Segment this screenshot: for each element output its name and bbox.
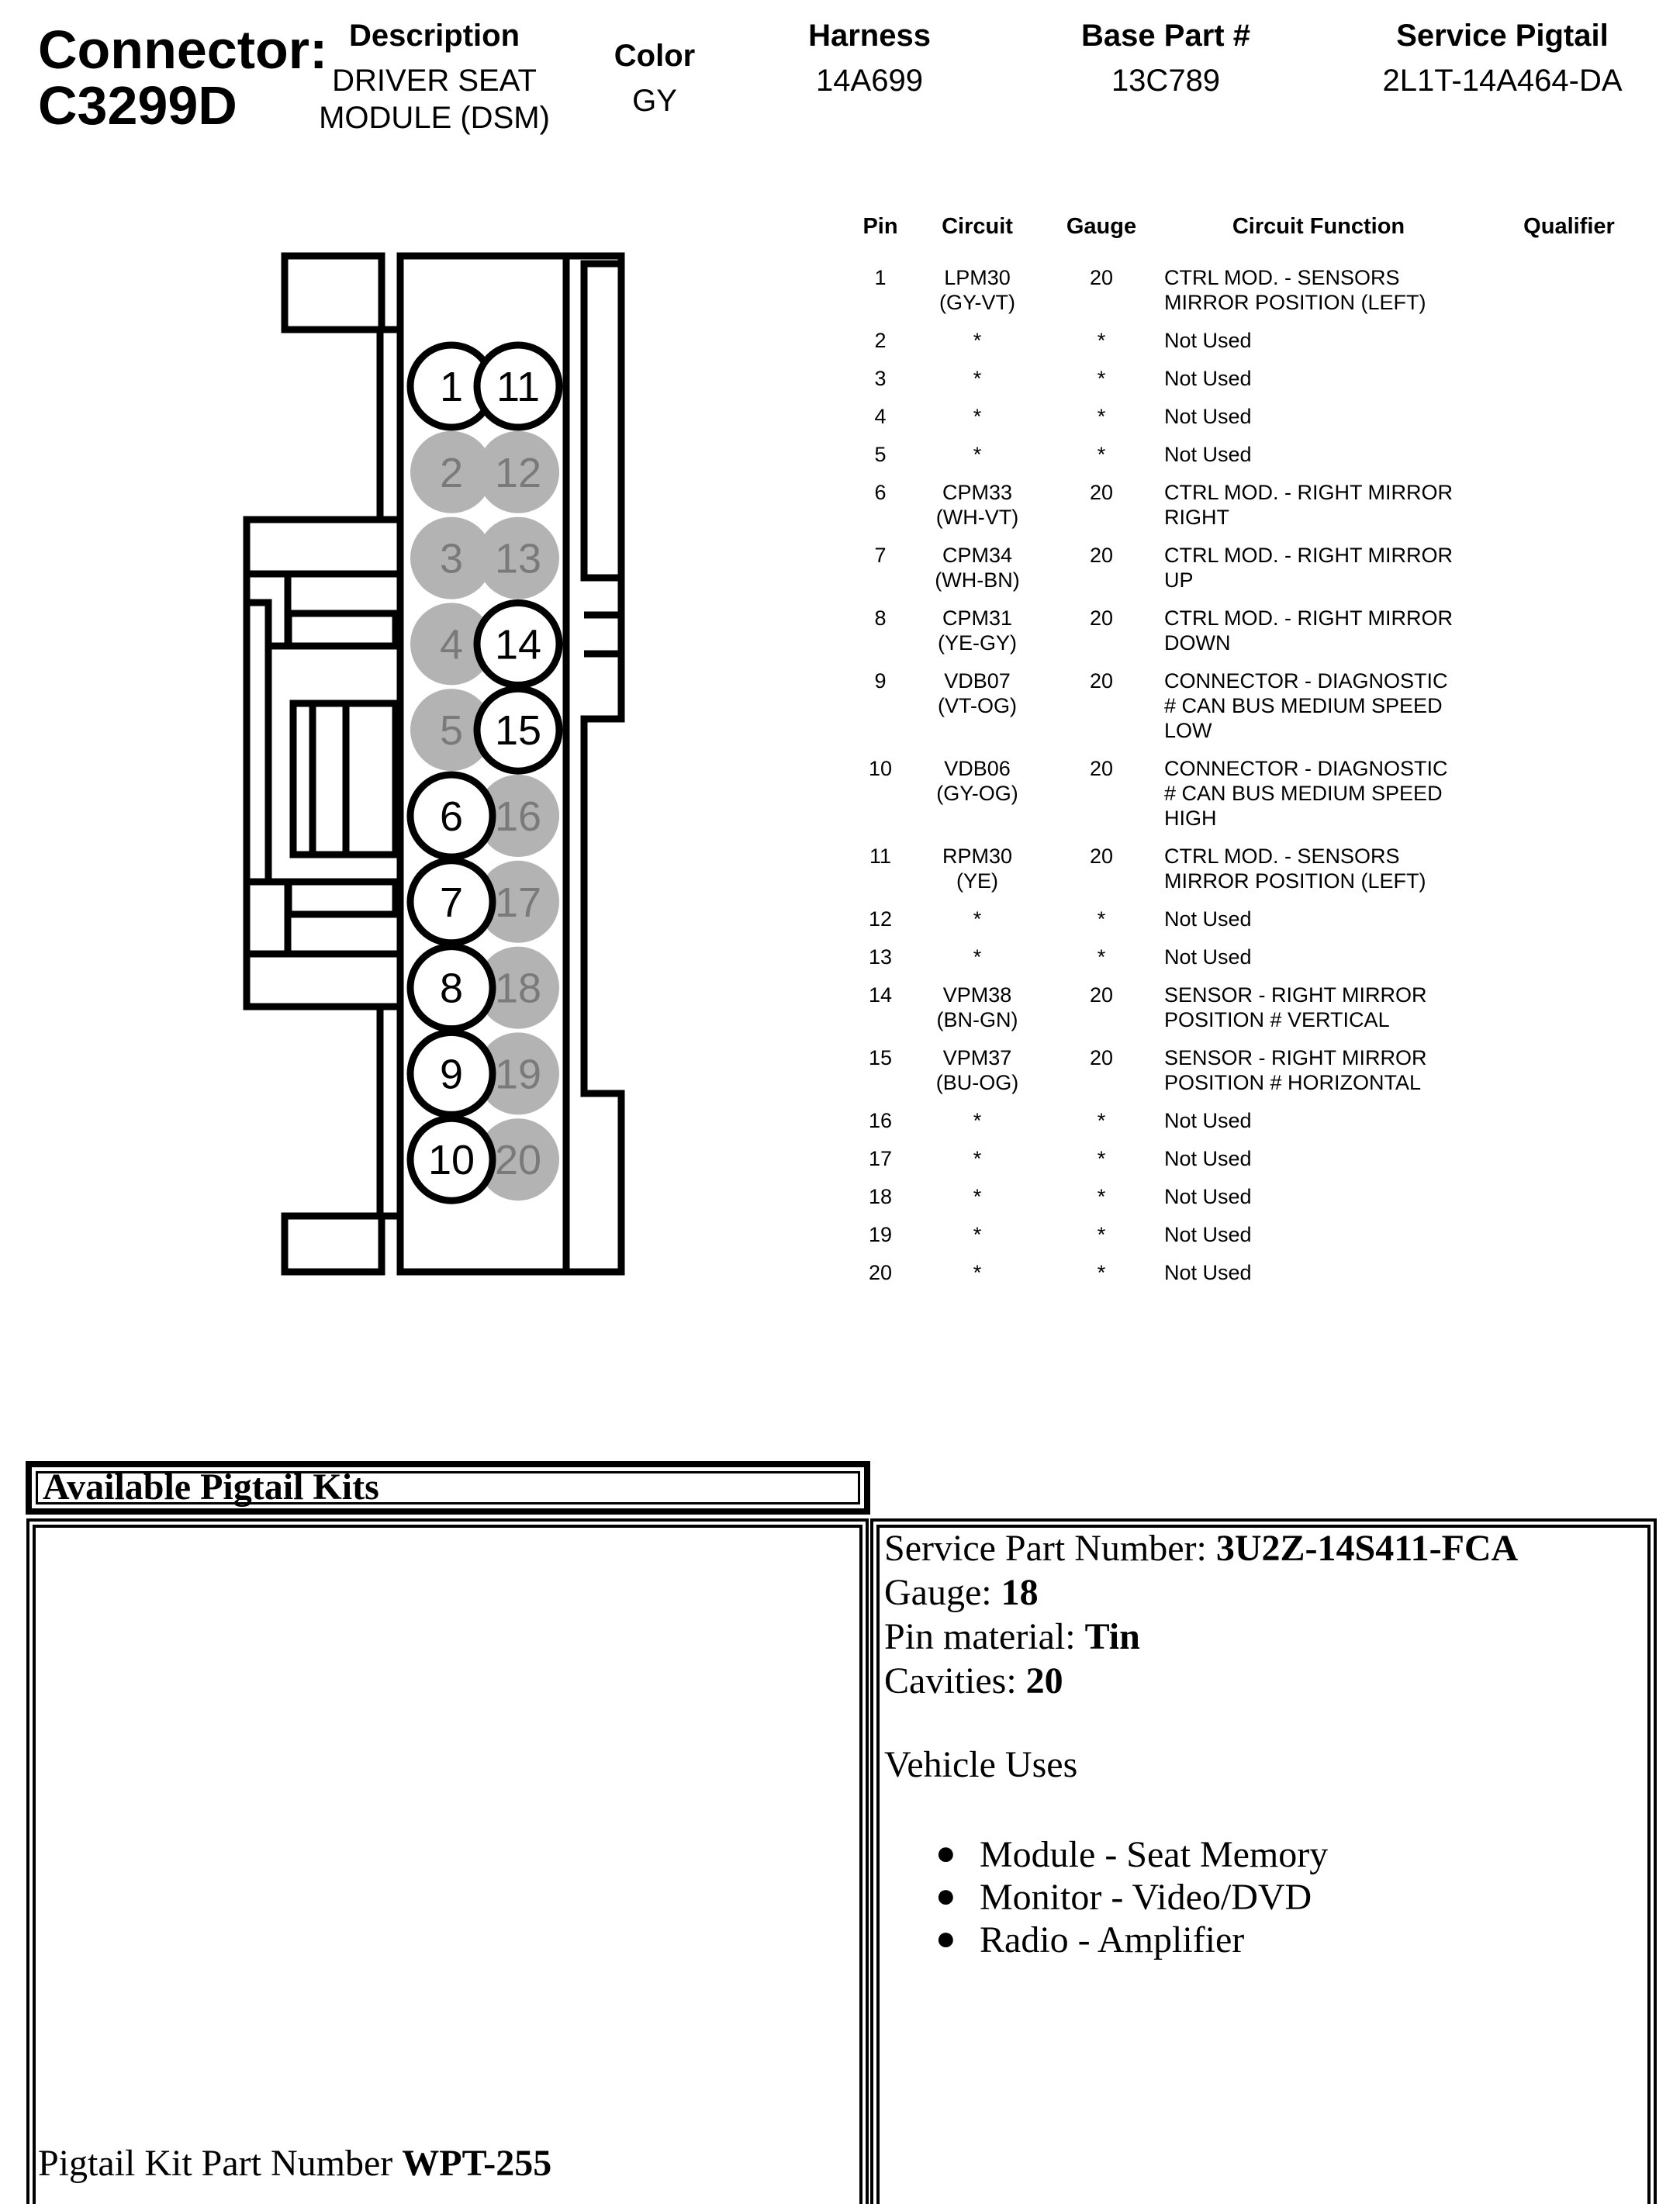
pin-cavity-number-14: 14 bbox=[494, 621, 542, 668]
qualifier-cell bbox=[1478, 668, 1661, 743]
vehicle-use-text: Monitor - Video/DVD bbox=[980, 1877, 1312, 1918]
field-label: Cavities: bbox=[884, 1660, 1026, 1701]
column-header-pin: Pin bbox=[862, 214, 898, 239]
circuit-function-cell: Not Used bbox=[1164, 1185, 1252, 1208]
pin-number: 15 bbox=[868, 1046, 893, 1069]
pin-number: 14 bbox=[868, 983, 893, 1007]
circuit-cell: * bbox=[973, 1261, 982, 1284]
connector-latch-bar-bottom bbox=[247, 954, 400, 1007]
gauge-cell: * bbox=[1097, 1261, 1106, 1284]
connector-right-slot bbox=[584, 264, 621, 578]
pin-number: 7 bbox=[874, 544, 887, 567]
pin-row-2 bbox=[849, 328, 1661, 353]
circuit-cell: CPM34 (WH-BN) bbox=[935, 544, 1020, 592]
pin-cavity-number-19: 19 bbox=[494, 1051, 542, 1098]
circuit-function-cell: Not Used bbox=[1164, 945, 1252, 969]
field-value: Tin bbox=[1084, 1616, 1140, 1657]
pin-row-16 bbox=[849, 1108, 1661, 1133]
pin-cavity-number-4: 4 bbox=[439, 621, 464, 668]
gauge-cell: 20 bbox=[1089, 983, 1114, 1007]
service-pigtail-value: 2L1T-14A464-DA bbox=[1382, 64, 1623, 98]
circuit-cell: VPM37 (BU-OG) bbox=[935, 1046, 1019, 1094]
pin-row-6 bbox=[849, 480, 1661, 530]
pin-number: 17 bbox=[868, 1147, 893, 1170]
circuit-cell: * bbox=[973, 945, 982, 969]
pin-table bbox=[849, 214, 1661, 1298]
qualifier-cell bbox=[1478, 945, 1661, 969]
circuit-cell: VDB07 (VT-OG) bbox=[938, 669, 1017, 717]
pin-cavity-number-16: 16 bbox=[494, 793, 542, 840]
pigtail-kit-box bbox=[26, 1518, 869, 2204]
pin-row-3 bbox=[849, 366, 1661, 391]
base-part-value: 13C789 bbox=[1111, 64, 1221, 98]
gauge-cell: * bbox=[1097, 1223, 1106, 1246]
gauge-cell: 20 bbox=[1089, 481, 1114, 504]
pin-number: 19 bbox=[868, 1223, 893, 1246]
vehicle-uses-list bbox=[884, 1833, 1644, 1961]
gauge-cell: 20 bbox=[1089, 544, 1114, 567]
pin-row-18 bbox=[849, 1184, 1661, 1209]
pin-row-7 bbox=[849, 543, 1661, 592]
bullet-icon: ● bbox=[935, 1877, 956, 1915]
qualifier-cell bbox=[1478, 1184, 1661, 1209]
circuit-function-cell: Not Used bbox=[1164, 443, 1252, 466]
circuit-cell: * bbox=[973, 329, 982, 352]
pin-cavity-number-13: 13 bbox=[494, 535, 542, 582]
circuit-function-cell: CTRL MOD. - SENSORS MIRROR POSITION (LEFT) bbox=[1164, 845, 1426, 893]
circuit-function-cell: Not Used bbox=[1164, 329, 1252, 352]
pin-row-19 bbox=[849, 1222, 1661, 1247]
service-pigtail-label: Service Pigtail bbox=[1396, 19, 1609, 53]
base-part-label: Base Part # bbox=[1081, 19, 1250, 53]
color-value: GY bbox=[632, 84, 677, 118]
qualifier-cell bbox=[1478, 543, 1661, 592]
vehicle-use-item bbox=[884, 1876, 1644, 1919]
circuit-cell: VDB06 (GY-OG) bbox=[936, 757, 1018, 805]
column-header-circuit: Circuit bbox=[942, 214, 1013, 239]
service-field-service-part-number bbox=[884, 1526, 1644, 1570]
circuit-cell: VPM38 (BN-GN) bbox=[936, 983, 1018, 1031]
pin-cavity-number-15: 15 bbox=[494, 707, 542, 755]
circuit-cell: * bbox=[973, 1147, 982, 1170]
connector-diagram bbox=[233, 244, 636, 1283]
header-col-harness bbox=[753, 17, 986, 99]
column-header-circuit-function: Circuit Function bbox=[1232, 214, 1405, 239]
column-header-gauge: Gauge bbox=[1066, 214, 1137, 239]
qualifier-cell bbox=[1478, 907, 1661, 931]
header-col-base-part bbox=[1030, 17, 1301, 99]
circuit-cell: * bbox=[973, 907, 982, 931]
gauge-cell: * bbox=[1097, 405, 1106, 428]
pin-row-8 bbox=[849, 606, 1661, 655]
qualifier-cell bbox=[1478, 265, 1661, 315]
service-part-fields bbox=[884, 1526, 1644, 1703]
pin-cavity-number-20: 20 bbox=[494, 1137, 542, 1184]
qualifier-cell bbox=[1478, 480, 1661, 530]
header-col-color bbox=[577, 37, 732, 119]
field-label: Gauge: bbox=[884, 1572, 1001, 1613]
pin-cavity-number-12: 12 bbox=[494, 449, 542, 496]
qualifier-cell bbox=[1478, 1260, 1661, 1285]
pin-row-1 bbox=[849, 265, 1661, 315]
qualifier-cell bbox=[1478, 756, 1661, 831]
harness-label: Harness bbox=[808, 19, 931, 53]
harness-value: 14A699 bbox=[816, 64, 923, 98]
vehicle-use-item bbox=[884, 1919, 1644, 1961]
gauge-cell: 20 bbox=[1089, 266, 1114, 289]
qualifier-cell bbox=[1478, 366, 1661, 391]
gauge-cell: 20 bbox=[1089, 1046, 1114, 1069]
service-field-gauge bbox=[884, 1570, 1644, 1615]
pin-number: 1 bbox=[874, 266, 887, 289]
gauge-cell: 20 bbox=[1089, 757, 1114, 780]
pin-row-10 bbox=[849, 756, 1661, 831]
pin-cavity-number-10: 10 bbox=[427, 1137, 475, 1184]
pin-row-20 bbox=[849, 1260, 1661, 1285]
gauge-cell: * bbox=[1097, 907, 1106, 931]
gauge-cell: 20 bbox=[1089, 845, 1114, 868]
pigtail-kit-number-line bbox=[38, 2142, 551, 2185]
connector-id: C3299D bbox=[38, 75, 237, 136]
qualifier-cell bbox=[1478, 1222, 1661, 1247]
vehicle-uses-heading: Vehicle Uses bbox=[884, 1744, 1078, 1785]
qualifier-cell bbox=[1478, 1045, 1661, 1095]
connector-bottom-tab bbox=[285, 1216, 382, 1272]
gauge-cell: 20 bbox=[1089, 606, 1114, 630]
circuit-function-cell: CTRL MOD. - SENSORS MIRROR POSITION (LEFT) bbox=[1164, 266, 1426, 314]
connector-title-word: Connector: bbox=[38, 19, 328, 80]
vehicle-use-text: Module - Seat Memory bbox=[980, 1834, 1329, 1875]
pigtail-kits-title: Available Pigtail Kits bbox=[43, 1466, 379, 1508]
pin-row-9 bbox=[849, 668, 1661, 743]
circuit-cell: CPM31 (YE-GY) bbox=[937, 606, 1017, 655]
pin-number: 9 bbox=[874, 669, 887, 693]
gauge-cell: 20 bbox=[1089, 669, 1114, 693]
qualifier-cell bbox=[1478, 983, 1661, 1032]
pin-number: 5 bbox=[874, 443, 887, 466]
circuit-cell: * bbox=[973, 1223, 982, 1246]
pigtail-kit-number-label: Pigtail Kit Part Number bbox=[38, 2143, 403, 2184]
circuit-cell: LPM30 (GY-VT) bbox=[939, 266, 1015, 314]
gauge-cell: * bbox=[1097, 443, 1106, 466]
pin-cavity-number-18: 18 bbox=[494, 965, 542, 1012]
service-field-cavities bbox=[884, 1659, 1644, 1703]
description-label: Description bbox=[348, 19, 520, 53]
field-value: 18 bbox=[1001, 1572, 1039, 1613]
circuit-function-cell: Not Used bbox=[1164, 1261, 1252, 1284]
pin-cavity-number-9: 9 bbox=[439, 1051, 464, 1098]
pin-number: 3 bbox=[874, 367, 887, 390]
circuit-function-cell: Not Used bbox=[1164, 405, 1252, 428]
circuit-cell: RPM30 (YE) bbox=[942, 845, 1013, 893]
gauge-cell: * bbox=[1097, 329, 1106, 352]
service-field-pin-material bbox=[884, 1615, 1644, 1659]
pin-cavity-number-3: 3 bbox=[439, 535, 464, 582]
pin-number: 6 bbox=[874, 481, 887, 504]
pin-cavity-number-6: 6 bbox=[439, 793, 464, 840]
pin-row-14 bbox=[849, 983, 1661, 1032]
circuit-function-cell: Not Used bbox=[1164, 1109, 1252, 1132]
gauge-cell: * bbox=[1097, 367, 1106, 390]
circuit-cell: * bbox=[973, 1185, 982, 1208]
gauge-cell: * bbox=[1097, 1109, 1106, 1132]
pin-number: 20 bbox=[868, 1261, 893, 1284]
pin-number: 11 bbox=[869, 845, 892, 868]
pin-number: 4 bbox=[874, 405, 887, 428]
circuit-cell: * bbox=[973, 1109, 982, 1132]
circuit-function-cell: Not Used bbox=[1164, 367, 1252, 390]
pin-number: 10 bbox=[868, 757, 893, 780]
vehicle-use-item bbox=[884, 1833, 1644, 1876]
description-value-line2: MODULE (DSM) bbox=[319, 101, 550, 135]
pin-cavity-number-7: 7 bbox=[439, 879, 464, 926]
pin-cavity-number-2: 2 bbox=[439, 449, 464, 496]
column-header-qualifier: Qualifier bbox=[1523, 214, 1615, 239]
pin-row-17 bbox=[849, 1146, 1661, 1171]
pin-number: 13 bbox=[868, 945, 893, 969]
pin-row-4 bbox=[849, 404, 1661, 429]
header-col-service-pigtail bbox=[1316, 17, 1680, 99]
circuit-function-cell: CONNECTOR - DIAGNOSTIC # CAN BUS MEDIUM SPEED LOW bbox=[1164, 669, 1448, 742]
qualifier-cell bbox=[1478, 328, 1661, 353]
pin-row-12 bbox=[849, 907, 1661, 931]
pigtail-kit-number-value: WPT-255 bbox=[402, 2143, 552, 2184]
pin-row-15 bbox=[849, 1045, 1661, 1095]
gauge-cell: * bbox=[1097, 1185, 1106, 1208]
pin-row-13 bbox=[849, 945, 1661, 969]
pin-cavity-number-11: 11 bbox=[496, 364, 541, 410]
field-label: Pin material: bbox=[884, 1616, 1085, 1657]
circuit-cell: * bbox=[973, 443, 982, 466]
pin-row-11 bbox=[849, 844, 1661, 893]
circuit-function-cell: CTRL MOD. - RIGHT MIRROR UP bbox=[1164, 544, 1453, 592]
qualifier-cell bbox=[1478, 1146, 1661, 1171]
circuit-function-cell: Not Used bbox=[1164, 1147, 1252, 1170]
circuit-function-cell: SENSOR - RIGHT MIRROR POSITION # VERTICAL bbox=[1164, 983, 1427, 1031]
pin-table-header-row bbox=[849, 214, 1661, 239]
qualifier-cell bbox=[1478, 404, 1661, 429]
pin-number: 16 bbox=[868, 1109, 893, 1132]
connector-latch-bar-top bbox=[247, 520, 400, 574]
gauge-cell: * bbox=[1097, 1147, 1106, 1170]
header-col-description bbox=[256, 17, 613, 136]
circuit-function-cell: Not Used bbox=[1164, 1223, 1252, 1246]
bullet-icon: ● bbox=[935, 1919, 956, 1957]
pin-cavity-number-8: 8 bbox=[439, 965, 464, 1012]
service-part-details bbox=[884, 1526, 1644, 1961]
description-value-line1: DRIVER SEAT bbox=[332, 64, 537, 98]
pin-table-body bbox=[849, 265, 1661, 1285]
circuit-cell: * bbox=[973, 405, 982, 428]
gauge-cell: * bbox=[1097, 945, 1106, 969]
pin-number: 8 bbox=[874, 606, 887, 630]
field-value: 3U2Z-14S411-FCA bbox=[1215, 1528, 1519, 1569]
qualifier-cell bbox=[1478, 844, 1661, 893]
pin-cavity-number-17: 17 bbox=[494, 879, 542, 926]
pin-number: 12 bbox=[868, 907, 893, 931]
pin-cavity-number-5: 5 bbox=[439, 707, 464, 755]
pin-number: 2 bbox=[874, 329, 887, 352]
circuit-cell: * bbox=[973, 367, 982, 390]
circuit-cell: CPM33 (WH-VT) bbox=[935, 481, 1019, 529]
color-label: Color bbox=[614, 39, 696, 73]
pin-row-5 bbox=[849, 442, 1661, 467]
qualifier-cell bbox=[1478, 1108, 1661, 1133]
qualifier-cell bbox=[1478, 606, 1661, 655]
connector-top-tab bbox=[285, 256, 382, 330]
field-label: Service Part Number: bbox=[884, 1528, 1216, 1569]
circuit-function-cell: SENSOR - RIGHT MIRROR POSITION # HORIZONTAL bbox=[1164, 1046, 1427, 1094]
qualifier-cell bbox=[1478, 442, 1661, 467]
field-value: 20 bbox=[1025, 1660, 1063, 1701]
circuit-function-cell: CTRL MOD. - RIGHT MIRROR RIGHT bbox=[1164, 481, 1453, 529]
bullet-icon: ● bbox=[935, 1834, 956, 1872]
vehicle-use-text: Radio - Amplifier bbox=[980, 1919, 1245, 1960]
circuit-function-cell: Not Used bbox=[1164, 907, 1252, 931]
pin-number: 18 bbox=[868, 1185, 893, 1208]
circuit-function-cell: CONNECTOR - DIAGNOSTIC # CAN BUS MEDIUM SPEED HIGH bbox=[1164, 757, 1448, 830]
circuit-function-cell: CTRL MOD. - RIGHT MIRROR DOWN bbox=[1164, 606, 1453, 655]
pin-cavity-number-1: 1 bbox=[439, 364, 464, 410]
